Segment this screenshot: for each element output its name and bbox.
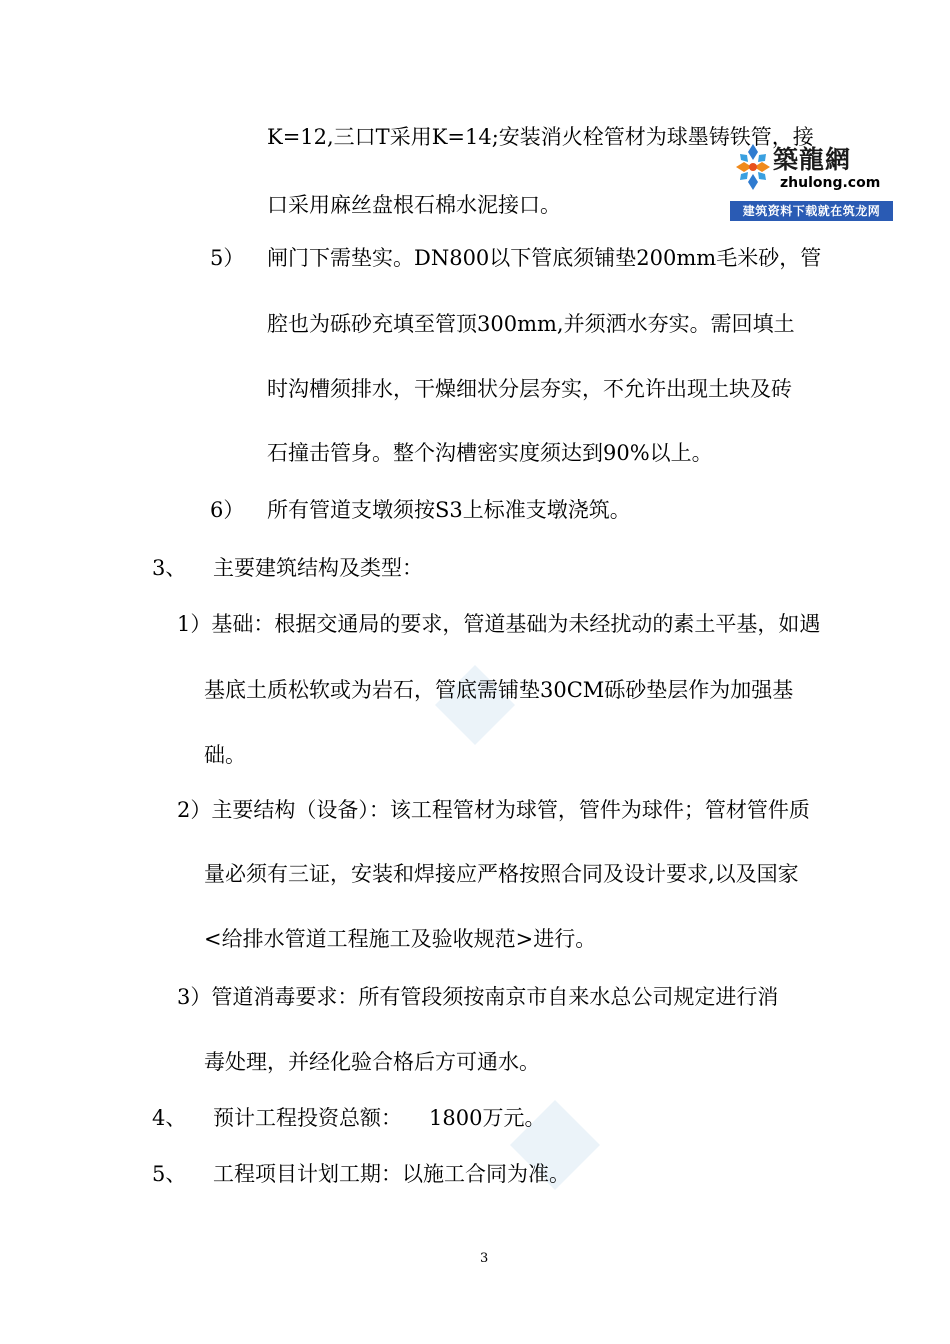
page-number: 3 [480,1251,489,1266]
item-number: 5） [210,246,245,270]
text-line: 3）管道消毒要求：所有管段须按南京市自来水总公司规定进行消 [177,985,779,1009]
text-line: K=12,三口T采用K=14;安装消火栓管材为球墨铸铁管，接 [267,125,814,149]
snowflake-logo-icon [734,142,772,192]
logo-name: 築龍網 [773,145,852,174]
item-number: 6） [210,498,245,522]
schedule-text: 工程项目计划工期：以施工合同为准。 [213,1162,570,1186]
zhulong-logo [730,138,893,222]
text-line: 毒处理，并经化验合格后方可通水。 [204,1050,540,1074]
text-line: 腔也为砾砂充填至管顶300mm,并须洒水夯实。需回填土 [267,312,795,336]
text-line: 2）主要结构（设备）：该工程管材为球管，管件为球件；管材管件质 [177,798,810,822]
logo-domain: zhulong.com [780,175,881,191]
watermark-snowflake-icon [430,660,520,750]
text-line: 闸门下需垫实。DN800以下管底须铺垫200mm毛米砂，管 [267,246,822,270]
section-title: 主要建筑结构及类型： [213,556,423,580]
text-line: 所有管道支墩须按S3上标准支墩浇筑。 [267,498,631,522]
section-number: 3、 [152,556,187,580]
text-line: 时沟槽须排水，干燥细状分层夯实，不允许出现土块及砖 [267,377,792,401]
text-line: 础。 [204,743,246,767]
text-line: <给排水管道工程施工及验收规范>进行。 [204,927,597,951]
investment-label: 预计工程投资总额： [213,1106,402,1130]
text-line: 量必须有三证，安装和焊接应严格按照合同及设计要求,以及国家 [204,862,799,886]
section-number: 5、 [152,1162,187,1186]
section-number: 4、 [152,1106,187,1130]
logo-tagline: 建筑资料下载就在筑龙网 [730,201,893,221]
investment-value: 1800万元。 [429,1106,546,1130]
text-line: 基底土质松软或为岩石，管底需铺垫30CM砾砂垫层作为加强基 [204,678,794,702]
text-line: 石撞击管身。整个沟槽密实度须达到90%以上。 [267,441,713,465]
text-line: 1）基础：根据交通局的要求，管道基础为未经扰动的素土平基，如遇 [177,612,821,636]
text-line: 口采用麻丝盘根石棉水泥接口。 [267,193,561,217]
